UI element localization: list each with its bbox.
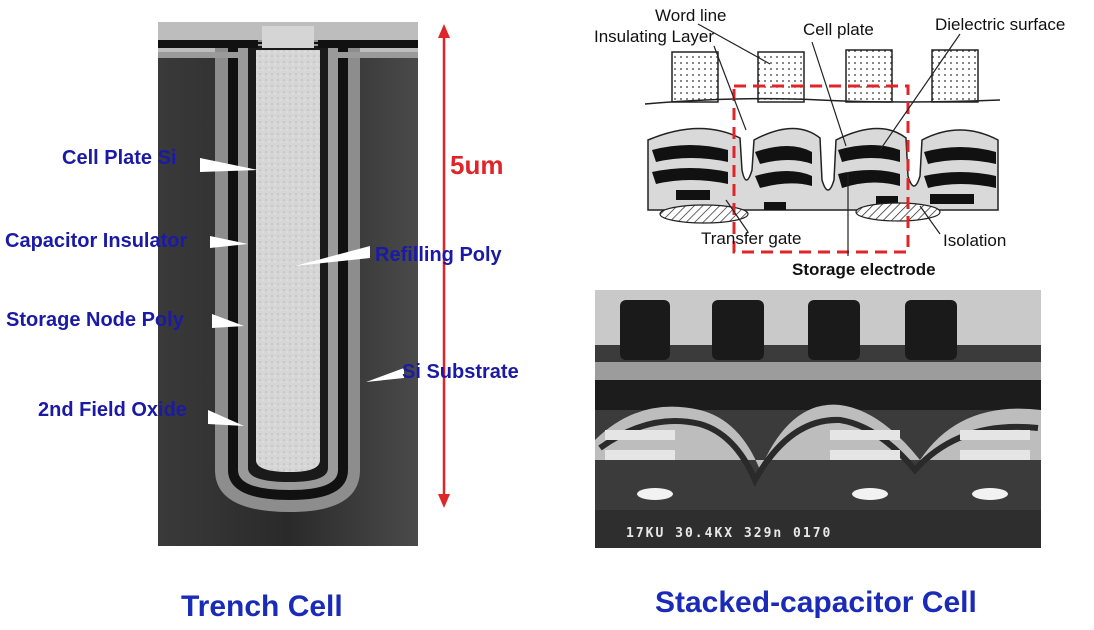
stacked-sem-image [595, 290, 1041, 548]
label-word-line: Word line [655, 6, 727, 25]
trench-cell-title: Trench Cell [181, 590, 343, 623]
label-cell-plate-si: Cell Plate Si [62, 147, 177, 169]
sem-readout: 17KU 30.4KX 329n 0170 [626, 526, 833, 541]
scale-label: 5um [450, 150, 504, 180]
label-refilling-poly: Refilling Poly [375, 244, 502, 266]
label-capacitor-insulator: Capacitor Insulator [5, 230, 188, 252]
label-storage-electrode: Storage electrode [792, 260, 936, 279]
label-cell-plate: Cell plate [803, 20, 874, 39]
label-si-substrate: Si Substrate [402, 361, 519, 383]
stacked-schematic [645, 24, 1000, 256]
label-transfer-gate: Transfer gate [701, 229, 802, 248]
label-storage-node-poly: Storage Node Poly [6, 309, 184, 331]
label-dielectric-surface: Dielectric surface [935, 15, 1066, 34]
stacked-cell-title: Stacked-capacitor Cell [655, 586, 977, 619]
label-insulating-layer: Insulating Layer [594, 27, 715, 46]
label-2nd-field-oxide: 2nd Field Oxide [38, 399, 187, 421]
label-isolation: Isolation [943, 231, 1007, 250]
